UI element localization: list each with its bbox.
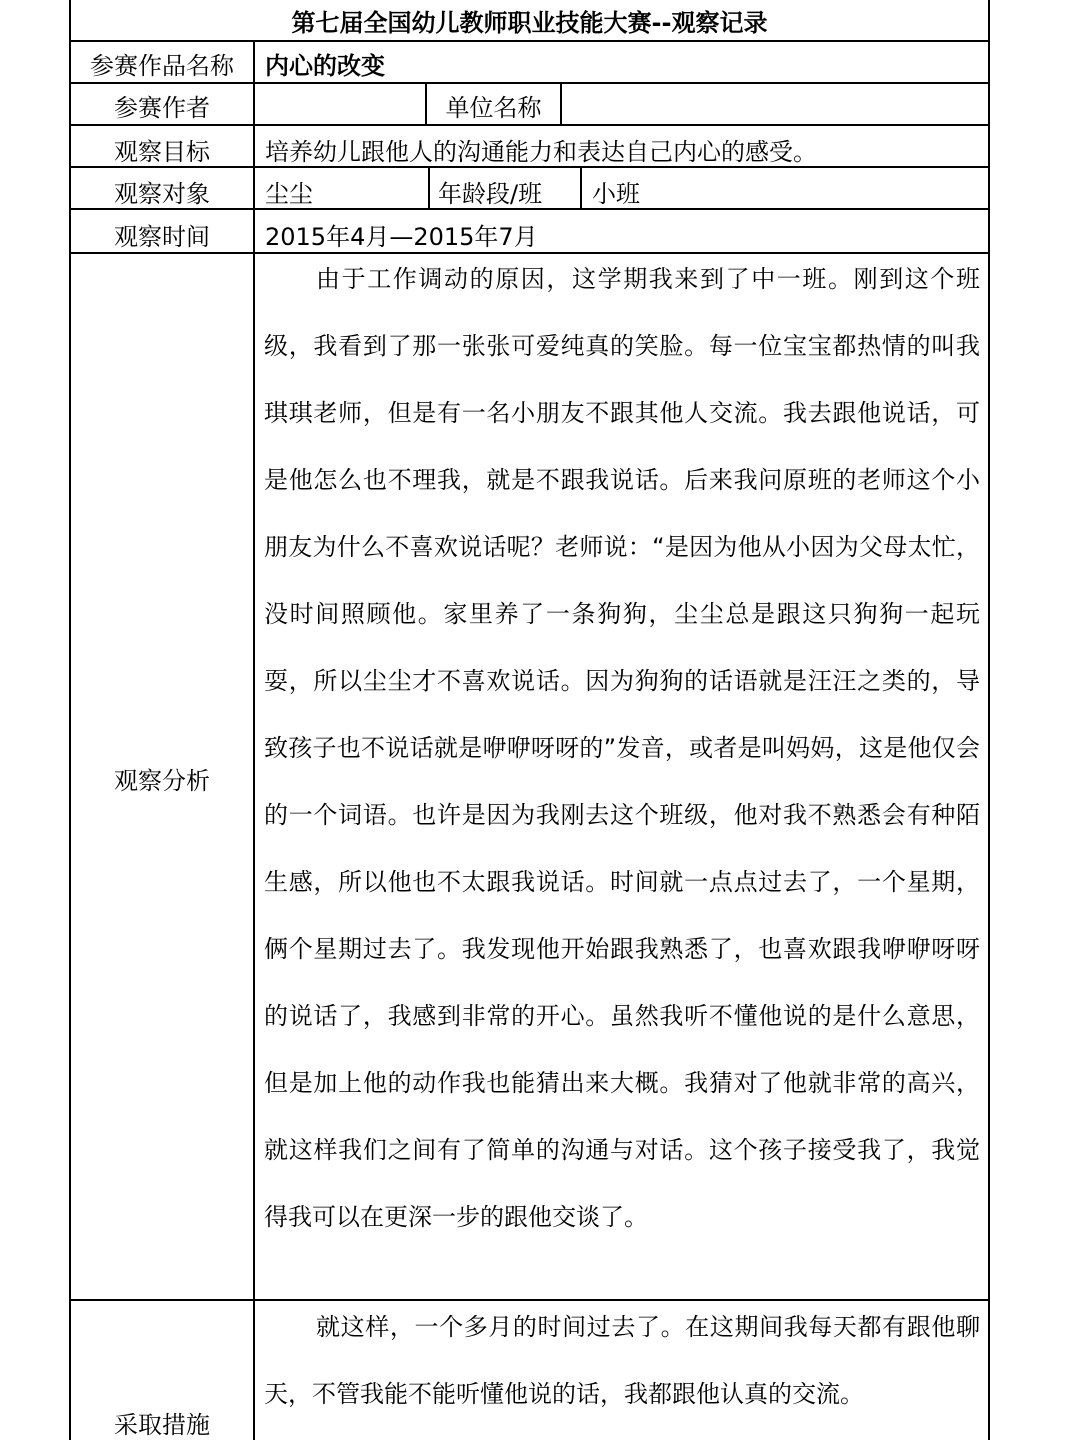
row-divider [69,40,990,42]
label-time: 观察时间 [114,223,210,251]
value-subject: 尘尘 [265,180,313,208]
value-age-class: 小班 [592,180,640,208]
value-time: 2015年4月—2015年7月 [265,223,538,251]
value-entry-name: 内心的改变 [265,52,385,80]
label-unit: 单位名称 [445,94,542,122]
measures-text: 就这样，一个多月的时间过去了。在这期间我每天都有跟他聊天，不管我能不能听懂他说的话，我都跟他认真的交流。 [264,1313,980,1408]
page-title: 第七届全国幼儿教师职业技能大赛--观察记录 [291,9,768,37]
label-measures: 采取措施 [114,1411,210,1439]
cell-divider [580,166,582,208]
label-author: 参赛作者 [114,94,210,122]
row-divider [69,82,990,84]
cell-divider [428,166,430,208]
label-analysis: 观察分析 [114,767,210,795]
label-column-divider [253,40,255,1440]
label-goal: 观察目标 [114,138,210,166]
label-age-class: 年龄段/班 [438,180,543,208]
label-subject: 观察对象 [114,180,210,208]
cell-divider [560,82,562,124]
row-divider [69,124,990,126]
table-border-left [69,0,71,1440]
analysis-text: 由于工作调动的原因，这学期我来到了中一班。刚到这个班级，我看到了那一张张可爱纯真的笑脸。每一位宝宝都热情的叫我琪琪老师，但是有一名小朋友不跟其他人交流。我去跟他说话，可是他怎么也不理我，就是不跟我说话。后来我问原班的老师这个小朋友为什么不喜欢说话呢？老师说：“是因为他从小因为父母太忙，没时间照顾他。家里养了一条狗狗，尘尘总是跟这只狗狗一起玩耍，所以尘尘才不喜欢说话。因为狗狗的话语就是汪汪之类的，导致孩子也不说话就是咿咿呀呀的”发音，或者是叫妈妈，这是他仅会的一个词语。也许是因为我刚去这个班级，他对我不熟悉会有种陌生感，所以他也不太跟我说话。时间就一点点过去了，一个星期，俩个星期过去了。我发现他开始跟我熟悉了，也喜欢跟我咿咿呀呀的说话了，我感到非常的开心。虽然我听不懂他说的是什么意思，但是加上他的动作我也能猜出来大概。我猜对了他就非常的高兴，就这样我们之间有了简单的沟通与对话。这个孩子接受我了，我觉得我可以在更深一步的跟他交谈了。 [264,265,980,1231]
label-entry-name: 参赛作品名称 [90,52,234,80]
table-border-right [988,0,990,1440]
value-goal: 培养幼儿跟他人的沟通能力和表达自己内心的感受。 [265,138,817,166]
